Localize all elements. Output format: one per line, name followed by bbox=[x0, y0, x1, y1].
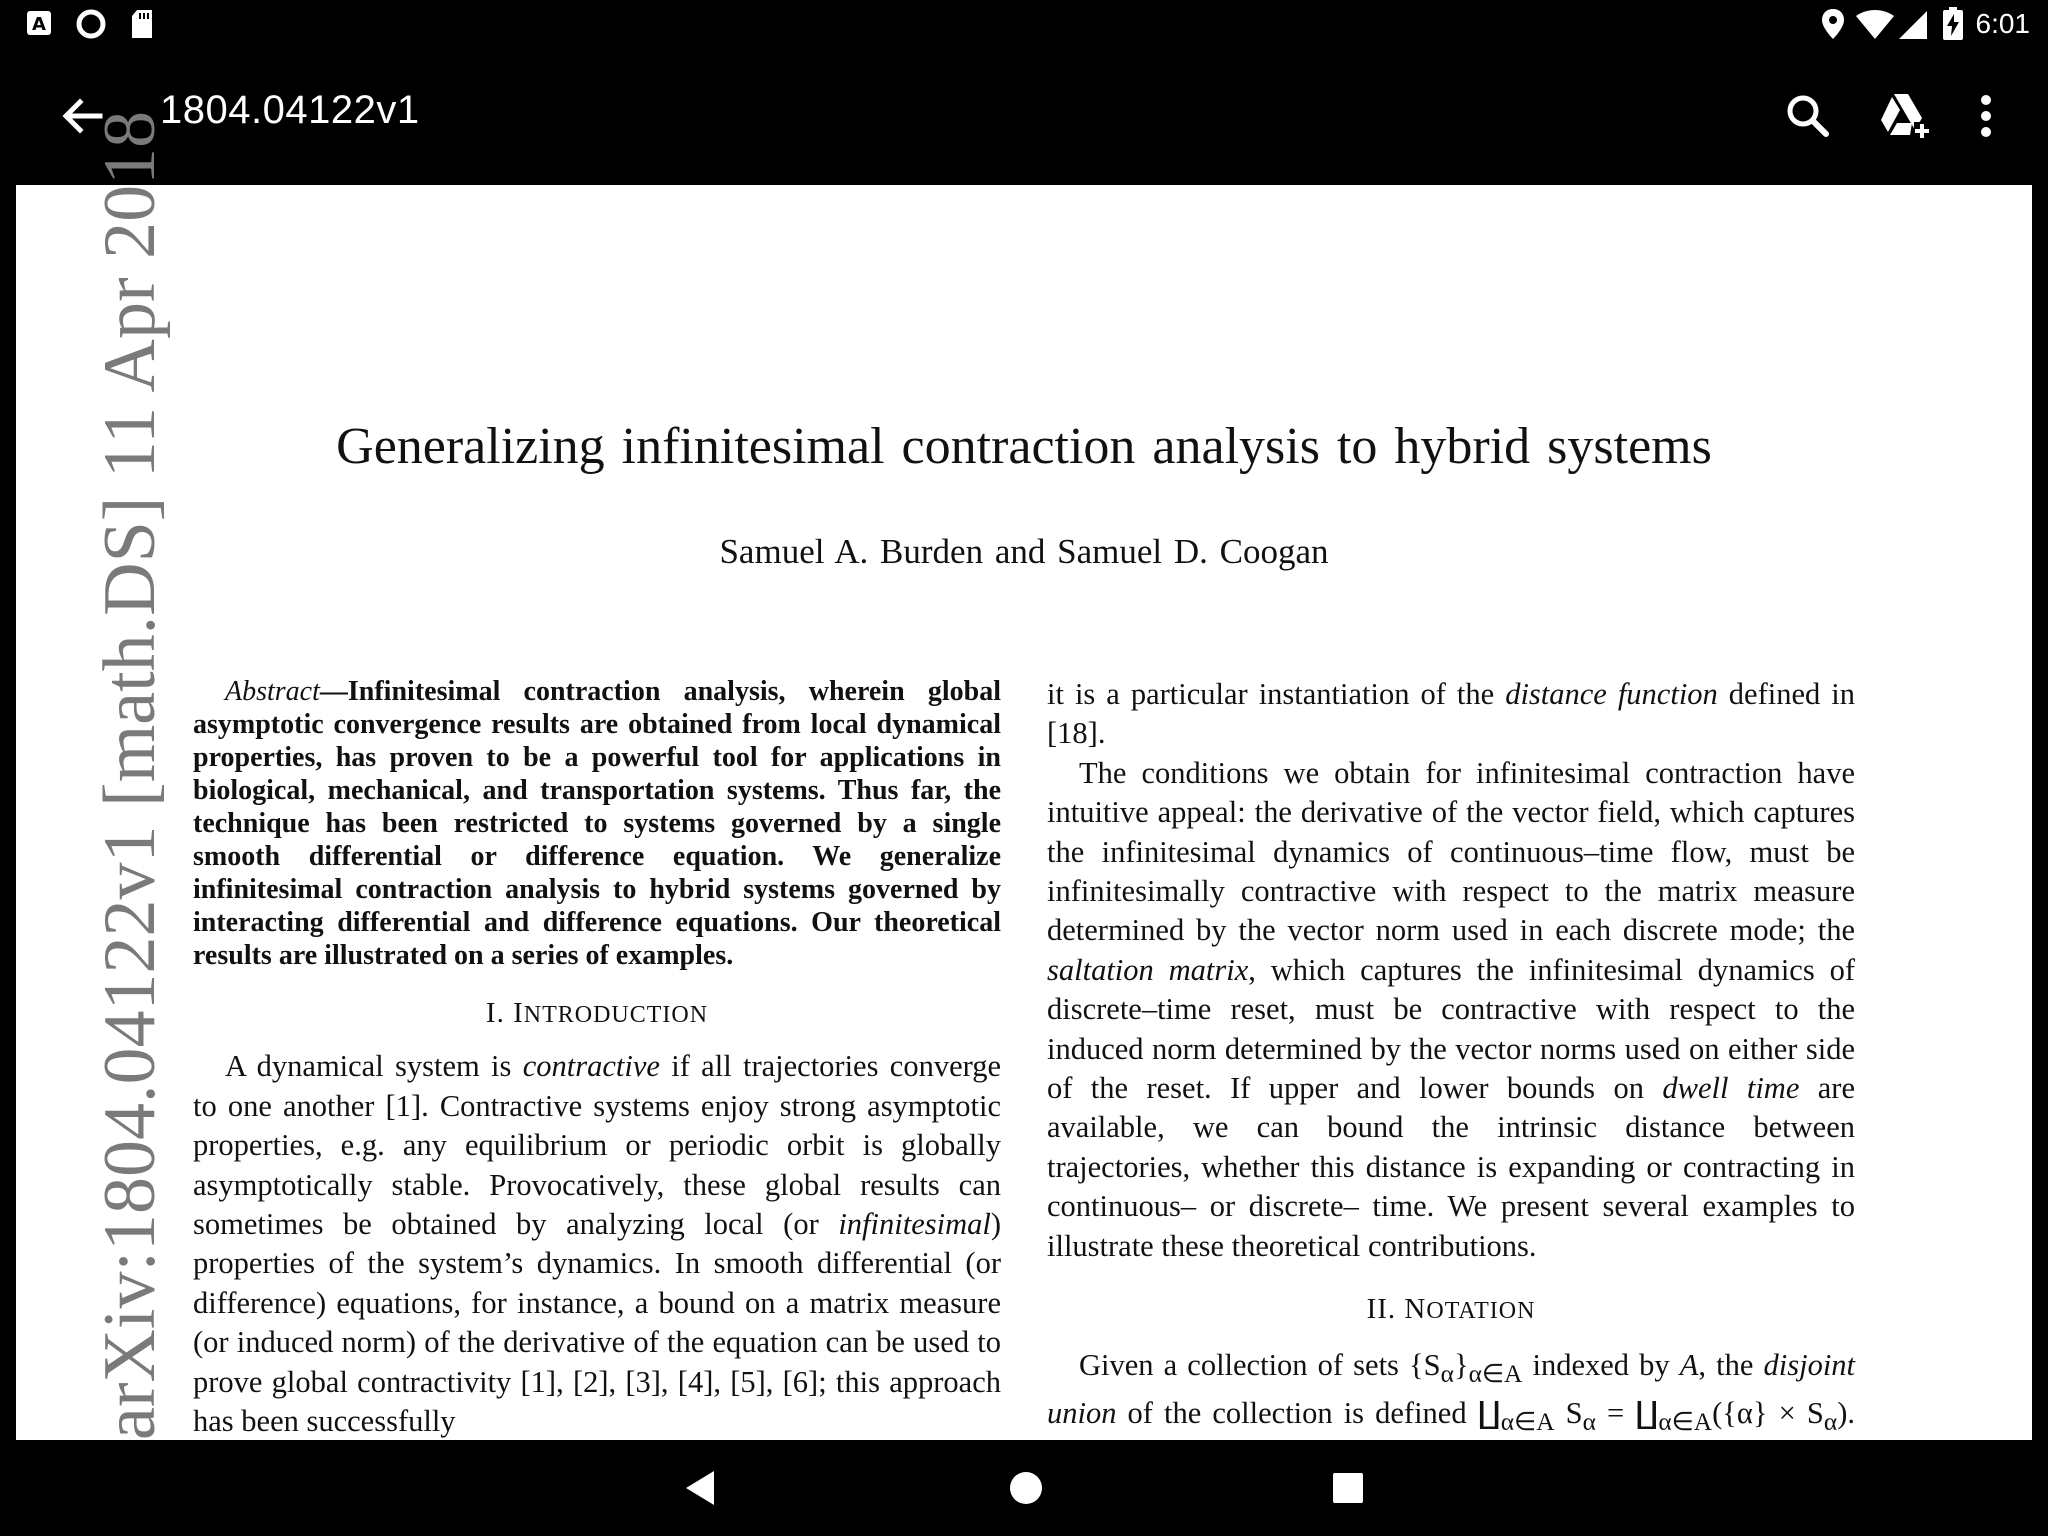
location-icon bbox=[1820, 8, 1846, 40]
notation-paragraph: Given a collection of sets $\{S_\alpha\}_{\alpha\in A}$ indexed by A, the disjoint union of the collection is defined $∐_{\alpha\in A}$ $S_\alpha$ = $∐_{\alpha\in A}(\{\alpha\} \times S_\alpha)$. bbox=[1047, 1347, 1856, 1437]
abstract-text: Infinitesimal contraction analysis, wherein global asymptotic convergence results are obtained from local dynamical properties, has proven to be a powerful tool for applications in biological, mechanical, and transportation systems. Thus far, the technique has been restricted to systems governed by a single smooth differential or difference equation. We generalize infinitesimal contraction analysis to hybrid systems governed by interacting differential and difference equations. Our theoretical results are illustrated on a series of examples. bbox=[193, 676, 1001, 971]
drive-add-icon[interactable] bbox=[1876, 88, 1932, 144]
conditions-paragraph: The conditions we obtain for infinitesimal contraction have intuitive appeal: the derivative of the vector field, which captures the infinitesimal dynamics of continuous–time flow, must be infinitesimally contractive with respect to the matrix measure determined by the vector norm used in each discrete mode; the saltation matrix, which captures the infinitesimal dynamics of discrete–time reset, must be contractive with respect to the induced norm determined by the vector norms used on either side of the reset. If upper and lower bounds on dwell time are available, we can bound the intrinsic distance between trajectories, whether this distance is expanding or contracting in continuous– or discrete– time. We present several examples to illustrate these theoretical contributions. bbox=[1047, 755, 1855, 1263]
section-numeral: I. bbox=[485, 997, 505, 1029]
circle-notification-icon bbox=[76, 9, 106, 39]
left-column bbox=[193, 675, 1001, 1441]
document-title: 1804.04122v1 bbox=[160, 88, 420, 132]
recents-square-icon[interactable] bbox=[1330, 1470, 1366, 1506]
more-vert-icon[interactable] bbox=[1958, 88, 2014, 144]
home-circle-icon[interactable] bbox=[1006, 1468, 1046, 1508]
app-bar bbox=[0, 48, 2048, 184]
section-heading-introduction bbox=[193, 994, 1001, 1035]
status-bar bbox=[0, 0, 2048, 48]
section-first-letter: I bbox=[513, 997, 524, 1029]
abstract bbox=[193, 675, 1001, 972]
section-first-letter: N bbox=[1404, 1293, 1427, 1326]
pdf-page[interactable] bbox=[16, 110, 2032, 1440]
paper-authors: Samuel A. Burden and Samuel D. Coogan bbox=[719, 532, 1329, 571]
paper-title: Generalizing infinitesimal contraction analysis to hybrid systems bbox=[336, 418, 1712, 475]
sd-card-icon bbox=[130, 9, 154, 39]
arxiv-side-stamp: arXiv:1804.04122v1 [math.DS] 11 Apr 2018 bbox=[89, 110, 171, 1440]
introduction-paragraph: A dynamical system is contractive if all trajectories converge to one another [1]. Contractive systems enjoy strong asymptotic properties, e.g. any equilibrium or periodic orbit is globally asymptotically stable. Provocatively, these global results can sometimes be obtained by analyzing local (or infinitesimal) properties of the system’s dynamics. In smooth differential (or difference) equations, for instance, a bound on a matrix measure (or induced norm) of the derivative of the equation can be used to prove global contractivity [1], [2], [3], [4], [5], [6]; this approach has been successfully bbox=[193, 1049, 1001, 1439]
right-column bbox=[1047, 675, 1855, 1491]
text-a-icon bbox=[26, 10, 52, 36]
section-numeral: II. bbox=[1366, 1293, 1397, 1326]
abstract-dash: — bbox=[319, 676, 348, 707]
navigation-bar bbox=[0, 1440, 2048, 1536]
section-heading-notation bbox=[1047, 1290, 1855, 1331]
continued-paragraph: it is a particular instantiation of the distance function defined in [18]. bbox=[1047, 677, 1855, 751]
section-rest: OTATION bbox=[1426, 1298, 1536, 1325]
svg-text:A: A bbox=[32, 14, 46, 35]
status-time: 6:01 bbox=[1975, 8, 2030, 39]
battery-charging-icon bbox=[1942, 7, 1964, 41]
wifi-icon bbox=[1855, 10, 1895, 40]
abstract-label: Abstract bbox=[225, 676, 320, 707]
search-icon[interactable] bbox=[1780, 88, 1836, 144]
back-triangle-icon[interactable] bbox=[682, 1468, 722, 1508]
signal-icon bbox=[1898, 10, 1928, 40]
section-rest: NTRODUCTION bbox=[523, 1002, 709, 1028]
